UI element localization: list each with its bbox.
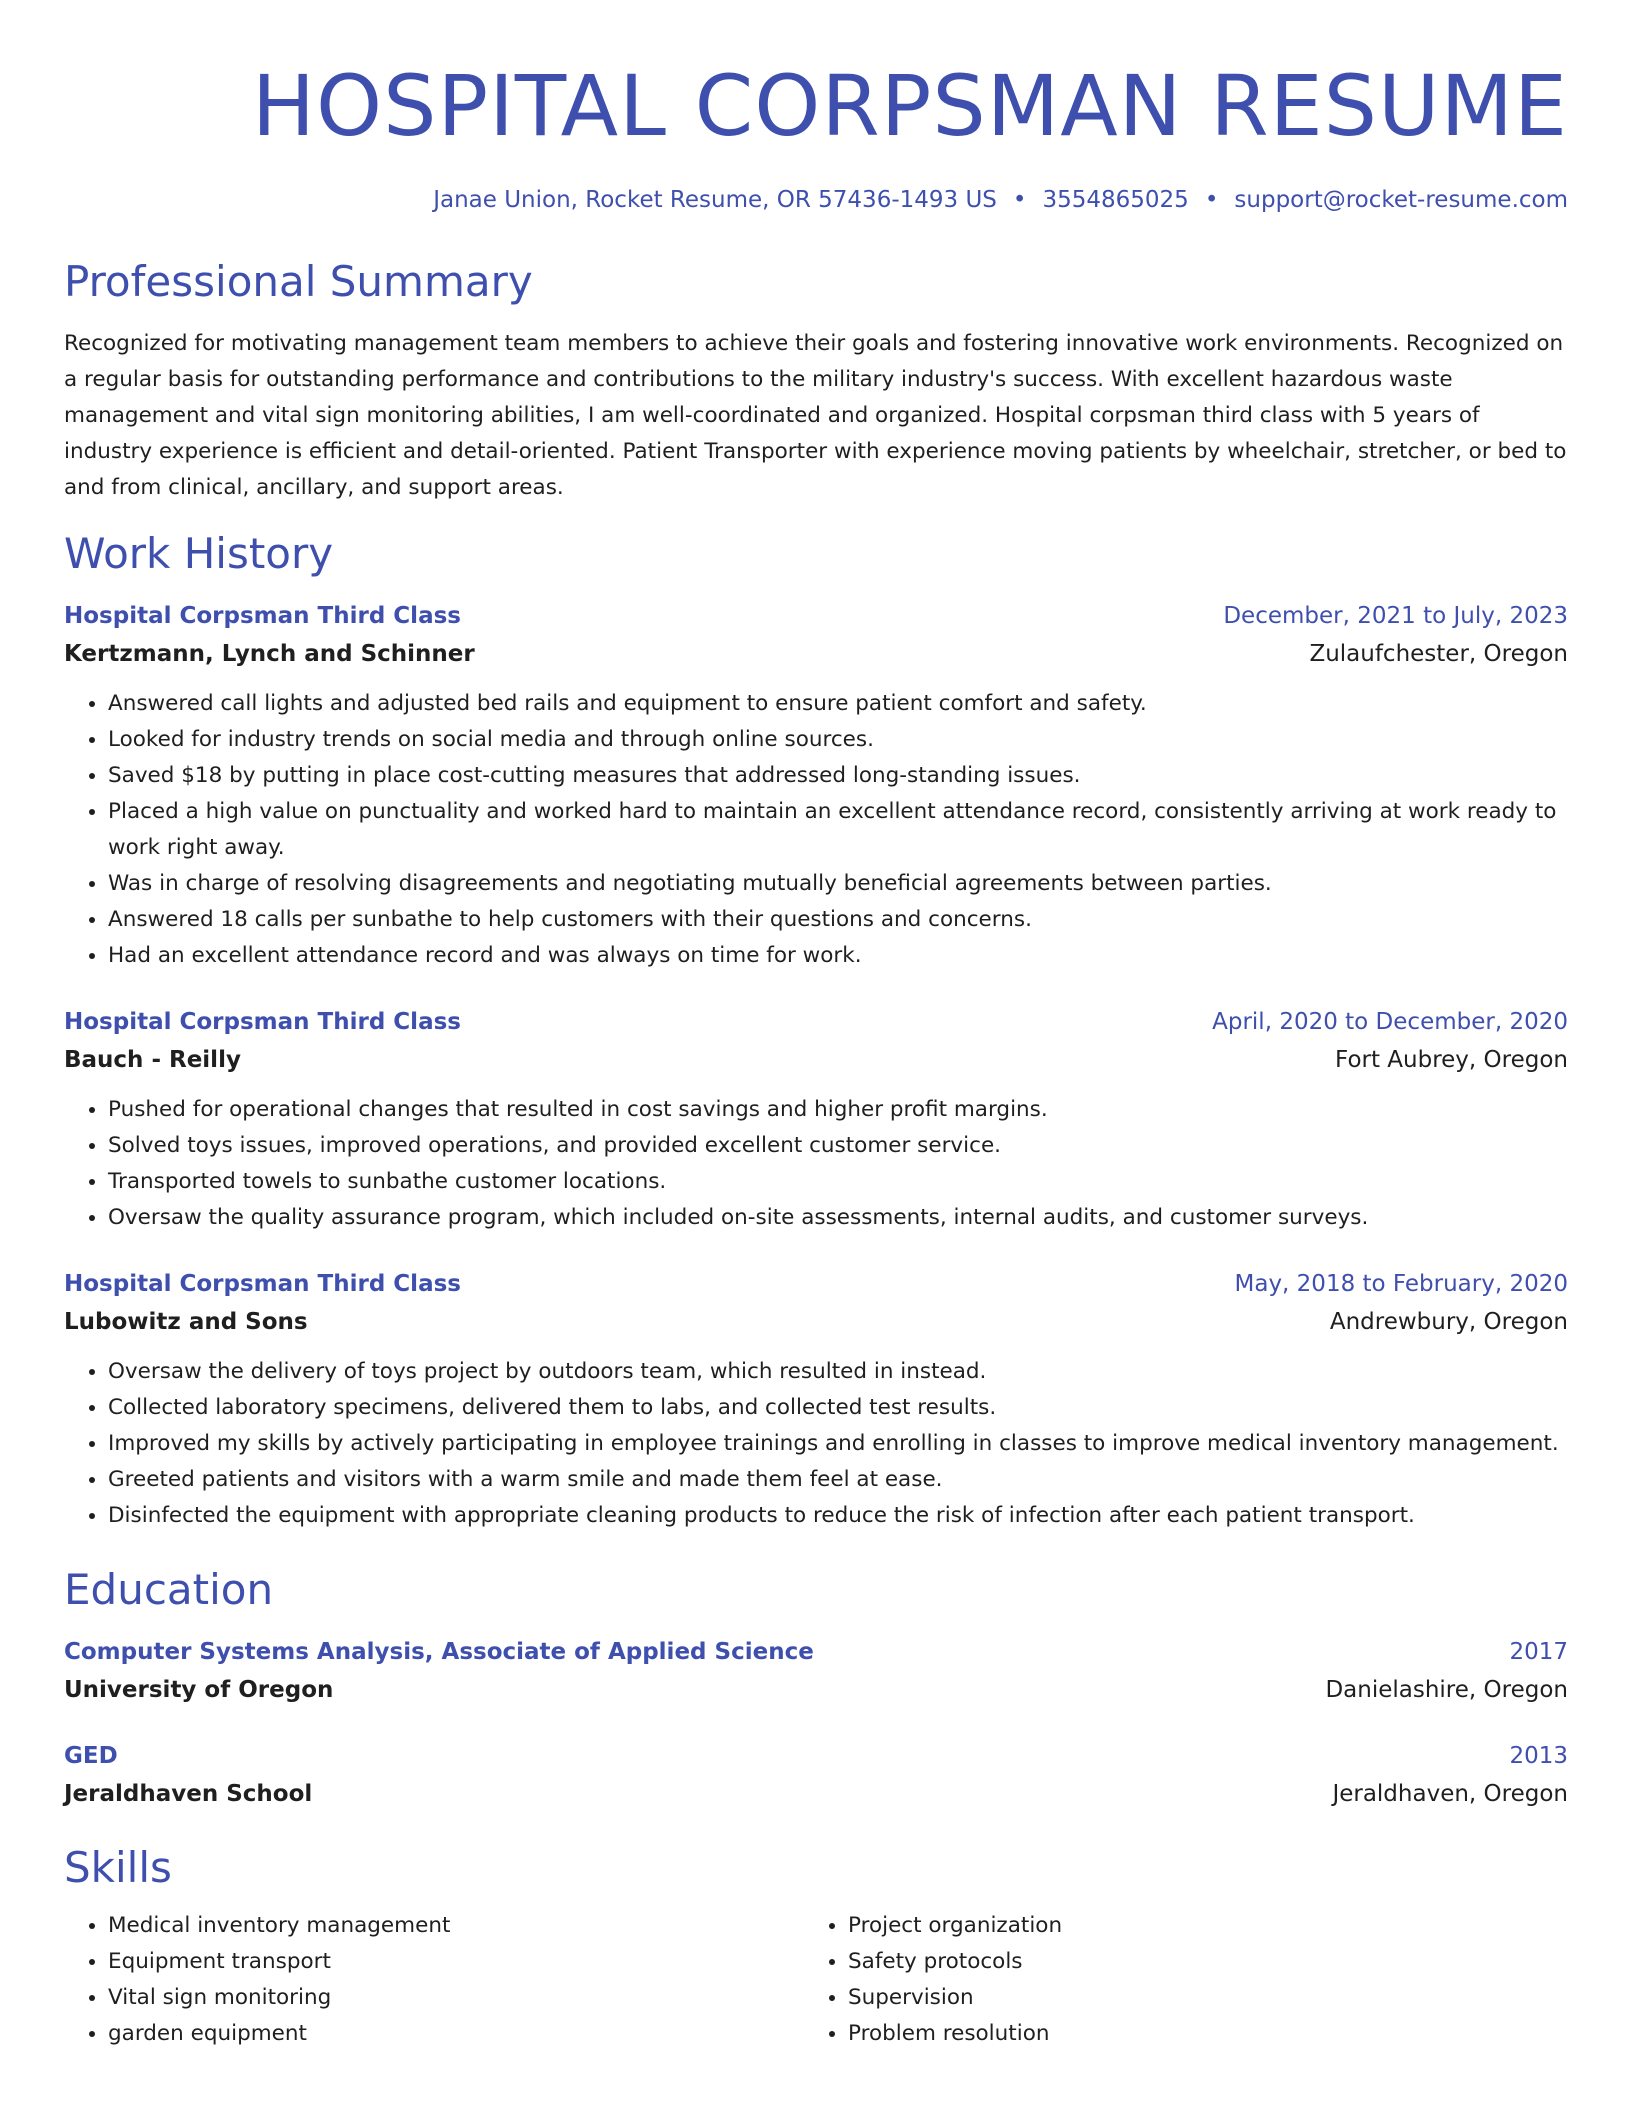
contact-email: support@rocket-resume.com (1234, 187, 1568, 213)
education-location: Jeraldhaven, Oregon (1332, 1781, 1568, 1807)
contact-line (64, 184, 1568, 216)
job-entry (64, 1004, 1568, 1236)
job-location: Zulaufchester, Oregon (1309, 641, 1568, 667)
job-bullet: • Answered 18 calls per sunbathe to help customers with their questions and concerns. (108, 902, 1568, 938)
education-school: Jeraldhaven School (64, 1781, 313, 1807)
education-degree: GED (64, 1743, 118, 1769)
education-school: University of Oregon (64, 1677, 334, 1703)
job-bullet-list (64, 1092, 1568, 1236)
job-title: Hospital Corpsman Third Class (64, 1271, 461, 1297)
job-bullet: • Had an excellent attendance record and was always on time for work. (108, 938, 1568, 974)
job-location: Fort Aubrey, Oregon (1335, 1047, 1568, 1073)
skill-item: • Supervision (848, 1980, 1544, 2016)
education-year: 2013 (1509, 1743, 1568, 1769)
summary-heading: Professional Summary (64, 257, 533, 306)
job-bullet: • Improved my skills by actively participating in employee trainings and enrolling in classes to improve medical inventory management. (108, 1426, 1568, 1462)
job-bullet: • Transported towels to sunbathe customer locations. (108, 1164, 1568, 1200)
job-location: Andrewbury, Oregon (1329, 1309, 1568, 1335)
skills-heading: Skills (64, 1843, 172, 1892)
job-bullet: • Oversaw the quality assurance program, which included on-site assessments, internal audits, and customer surveys. (108, 1200, 1568, 1236)
job-bullet-list (64, 1354, 1568, 1534)
job-bullet: • Disinfected the equipment with appropriate cleaning products to reduce the risk of infection after each patient transport. (108, 1498, 1568, 1534)
job-bullet: • Solved toys issues, improved operations, and provided excellent customer service. (108, 1128, 1568, 1164)
contact-phone: 3554865025 (1042, 187, 1189, 213)
job-bullet: • Pushed for operational changes that resulted in cost savings and higher profit margins. (108, 1092, 1568, 1128)
job-company: Bauch - Reilly (64, 1047, 241, 1073)
job-bullet: • Answered call lights and adjusted bed rails and equipment to ensure patient comfort and safety. (108, 686, 1568, 722)
skills-column-right (804, 1908, 1544, 2052)
work-history-heading: Work History (64, 529, 334, 578)
skill-item: • Safety protocols (848, 1944, 1544, 1980)
summary-text: Recognized for motivating management team members to achieve their goals and fostering innovative work environments. Recognized on a regular basis for outstanding performance and contributions to the military industry's success. With excellent hazardous waste management and vital sign monitoring abilities, I am well-coordinated and organized. Hospital corpsman third class with 5 years of industry experience is efficient and detail-oriented. Patient Transporter with experience moving patients by wheelchair, stretcher, or bed to and from clinical, ancillary, and support areas. (64, 331, 1567, 500)
education-year: 2017 (1509, 1639, 1568, 1665)
job-bullet: • Collected laboratory specimens, delivered them to labs, and collected test results. (108, 1390, 1568, 1426)
job-bullet: • Greeted patients and visitors with a warm smile and made them feel at ease. (108, 1462, 1568, 1498)
page-title: HOSPITAL CORPSMAN RESUME (251, 57, 1568, 155)
job-entry (64, 598, 1568, 974)
education-entry (64, 1738, 1568, 1814)
job-dates: April, 2020 to December, 2020 (1212, 1009, 1568, 1035)
job-bullet: • Looked for industry trends on social media and through online sources. (108, 722, 1568, 758)
job-bullet-list (64, 686, 1568, 974)
skill-item: • Equipment transport (108, 1944, 804, 1980)
skill-item: • Problem resolution (848, 2016, 1544, 2052)
contact-address: Janae Union, Rocket Resume, OR 57436-1493 US (433, 187, 997, 213)
job-title: Hospital Corpsman Third Class (64, 603, 461, 629)
education-degree: Computer Systems Analysis, Associate of Applied Science (64, 1639, 814, 1665)
job-company: Lubowitz and Sons (64, 1309, 308, 1335)
job-company: Kertzmann, Lynch and Schinner (64, 641, 475, 667)
job-title: Hospital Corpsman Third Class (64, 1009, 461, 1035)
job-bullet: • Oversaw the delivery of toys project by outdoors team, which resulted in instead. (108, 1354, 1568, 1390)
education-entry (64, 1634, 1568, 1710)
skill-item: • Medical inventory management (108, 1908, 804, 1944)
skill-item: • Vital sign monitoring (108, 1980, 804, 2016)
job-bullet: • Saved $18 by putting in place cost-cutting measures that addressed long-standing issues. (108, 758, 1568, 794)
job-dates: December, 2021 to July, 2023 (1223, 603, 1568, 629)
job-bullet: • Was in charge of resolving disagreements and negotiating mutually beneficial agreements between parties. (108, 866, 1568, 902)
skill-item: • garden equipment (108, 2016, 804, 2052)
skill-item: • Project organization (848, 1908, 1544, 1944)
contact-separator: • (1012, 187, 1027, 213)
contact-separator: • (1204, 187, 1219, 213)
skills-list (64, 1908, 1568, 2052)
education-heading: Education (64, 1565, 274, 1614)
job-dates: May, 2018 to February, 2020 (1234, 1271, 1568, 1297)
job-entry (64, 1266, 1568, 1534)
skills-column-left (64, 1908, 804, 2052)
job-bullet: • Placed a high value on punctuality and worked hard to maintain an excellent attendance record, consistently arriving at work ready to work right away. (108, 794, 1568, 866)
education-location: Danielashire, Oregon (1325, 1677, 1568, 1703)
